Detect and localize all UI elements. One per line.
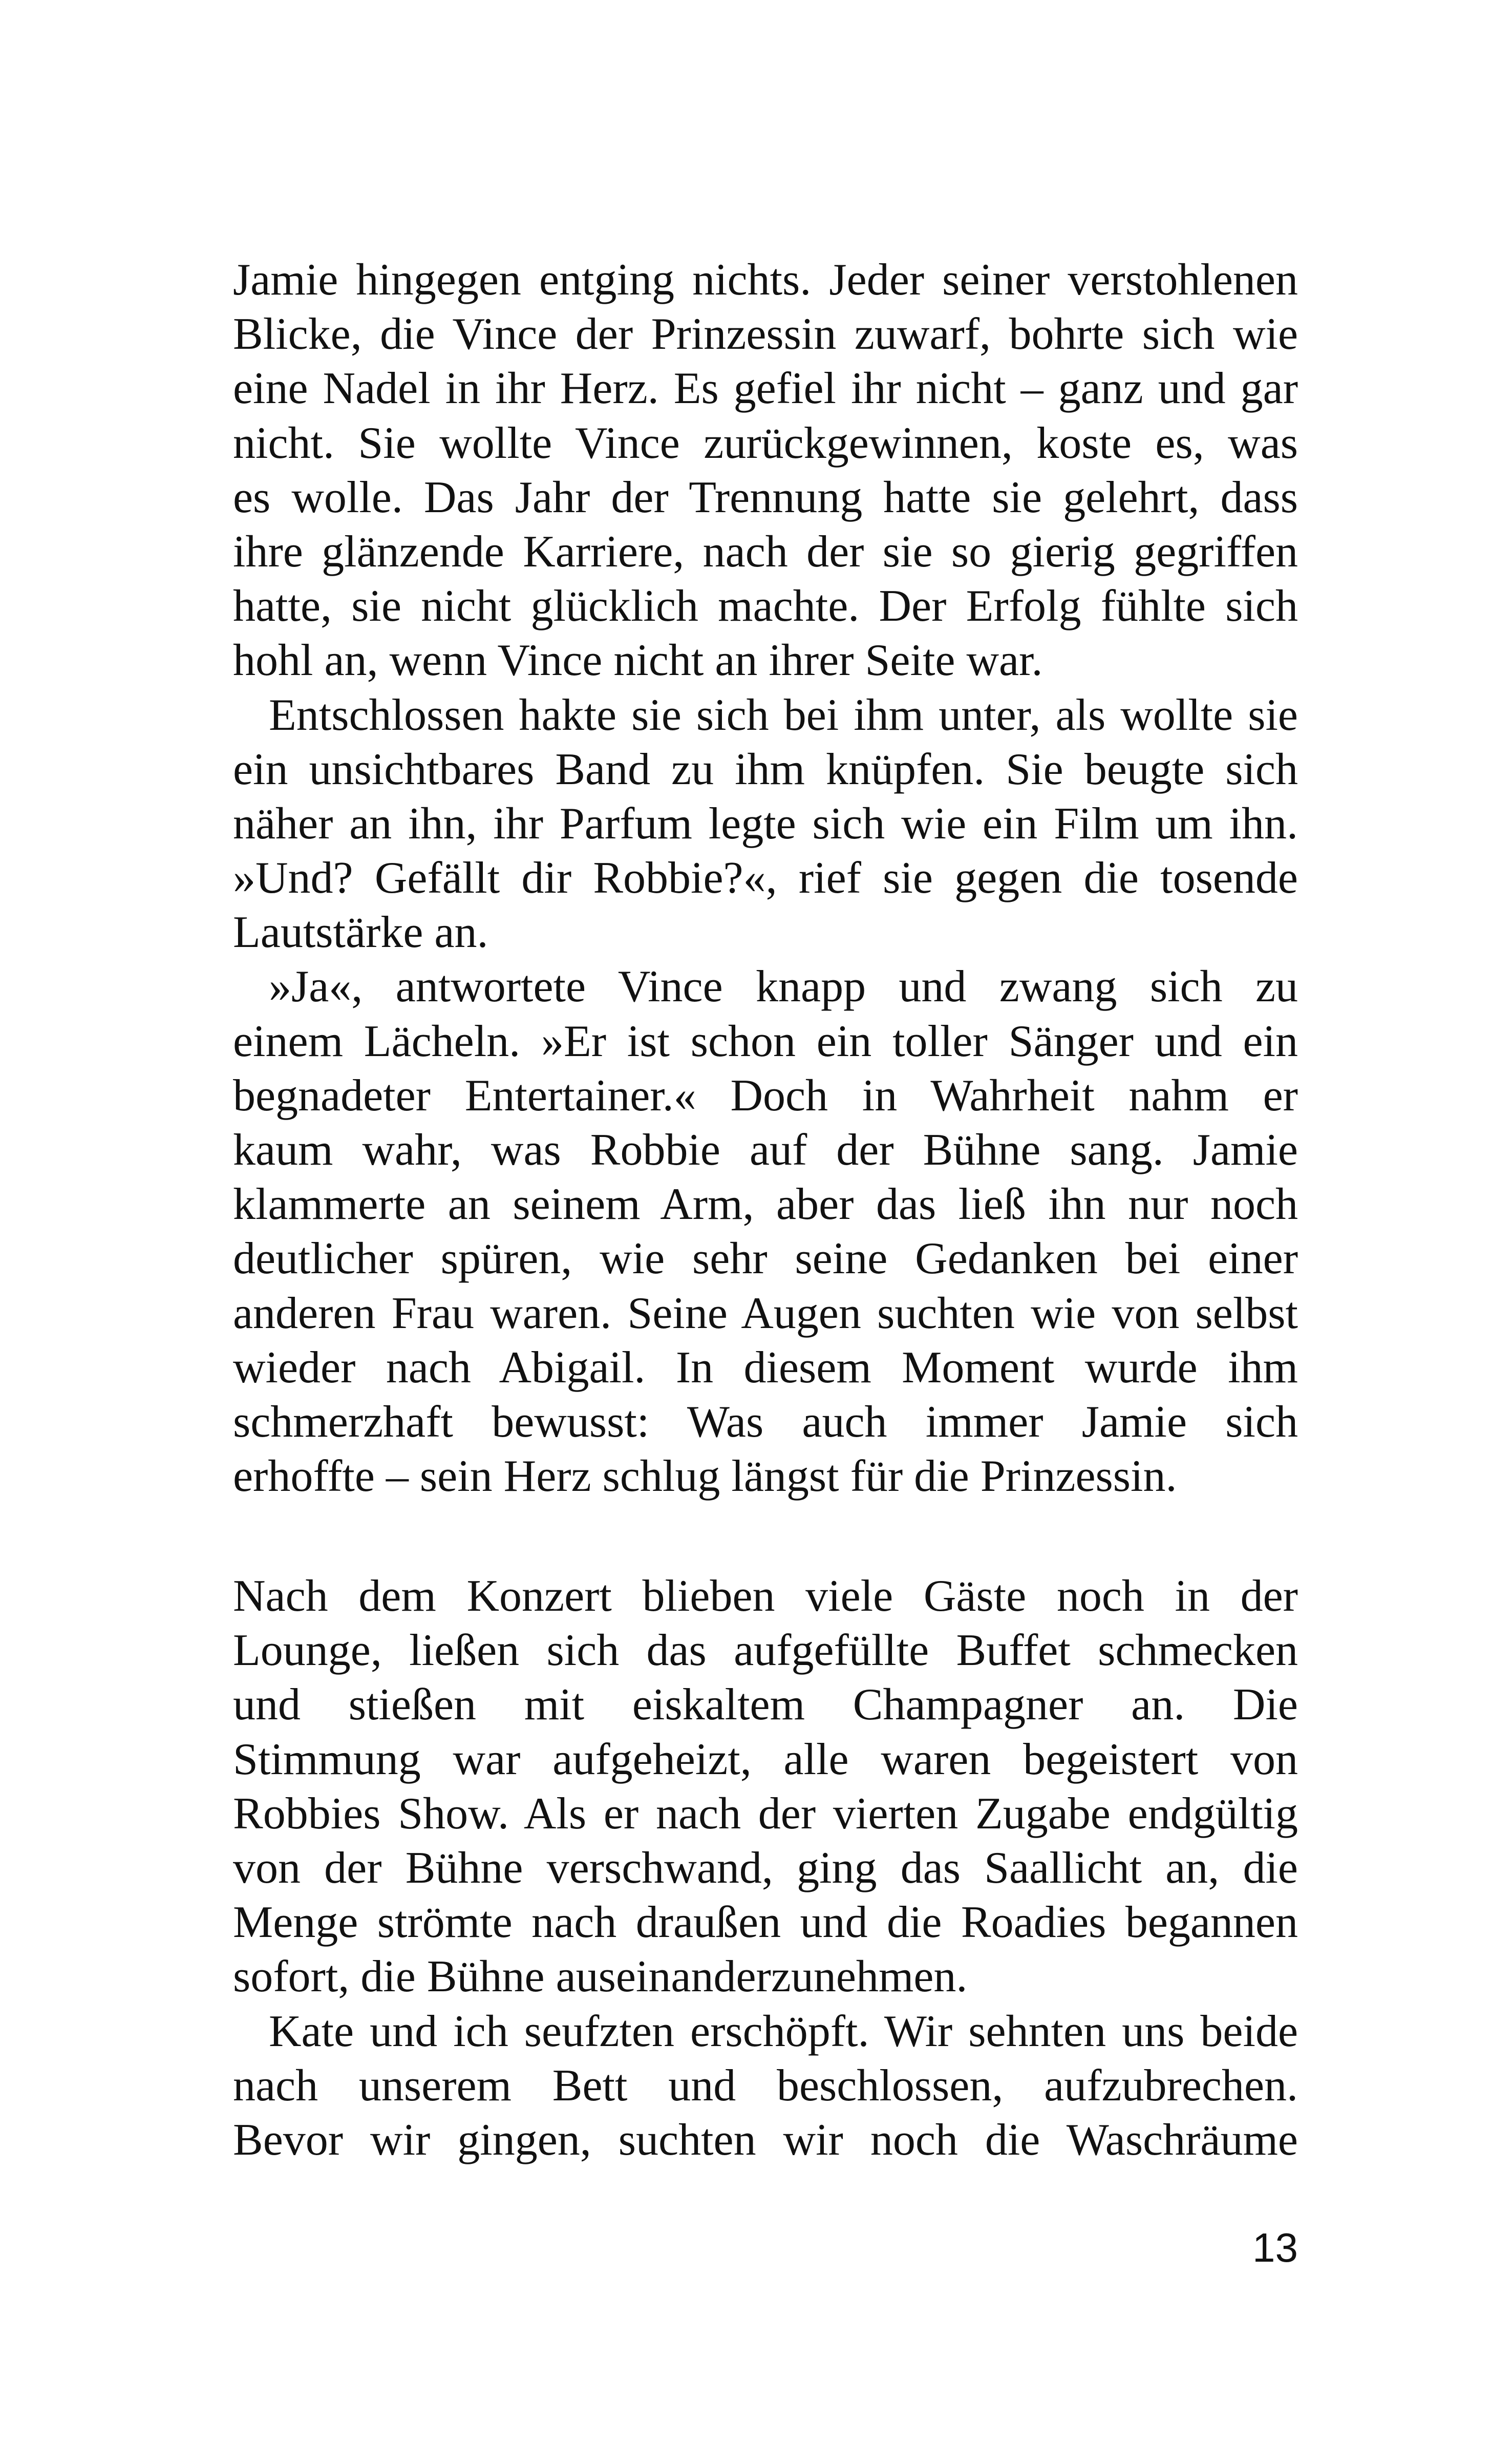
text-line: Robbies Show. Als er nach der vierten Zugabe endgültig [233,1788,1298,1839]
text-line: deutlicher spüren, wie sehr seine Gedanken bei einer [233,1234,1298,1284]
text-line: Menge strömte nach draußen und die Roadies begannen [233,1898,1298,1948]
text-line: Stimmung war aufgeheizt, alle waren begeistert von [233,1734,1298,1784]
text-line: Lautstärke an. [233,908,488,958]
text-line: erhoffte – sein Herz schlug längst für die Prinzessin. [233,1451,1177,1502]
text-line: von der Bühne verschwand, ging das Saallicht an, die [233,1843,1298,1893]
text-line: sofort, die Bühne auseinanderzunehmen. [233,1952,968,2002]
text-line: nach unserem Bett und beschlossen, aufzubrechen. [233,2060,1298,2111]
text-line: näher an ihn, ihr Parfum legte sich wie ein Film um ihn. [233,798,1298,849]
text-line: eine Nadel in ihr Herz. Es gefiel ihr nicht – ganz und gar [233,364,1298,414]
text-line: »Ja«, antwortete Vince knapp und zwang sich zu [269,962,1298,1012]
text-line: hohl an, wenn Vince nicht an ihrer Seite war. [233,636,1043,686]
text-section-2 [233,1569,1298,2167]
text-line: Lounge, ließen sich das aufgefüllte Buffet schmecken [233,1626,1298,1676]
text-line: Blicke, die Vince der Prinzessin zuwarf, bohrte sich wie [233,309,1298,360]
text-line: ein unsichtbares Band zu ihm knüpfen. Sie beugte sich [233,744,1298,794]
text-line: Entschlossen hakte sie sich bei ihm unter, als wollte sie [269,690,1298,740]
text-line: wieder nach Abigail. In diesem Moment wurde ihm [233,1342,1298,1393]
text-line: es wolle. Das Jahr der Trennung hatte sie gelehrt, dass [233,472,1298,522]
text-line: begnadeter Entertainer.« Doch in Wahrheit nahm er [233,1070,1298,1121]
text-line: schmerzhaft bewusst: Was auch immer Jamie sich [233,1397,1298,1447]
text-line: Nach dem Konzert blieben viele Gäste noch in der [233,1571,1298,1621]
text-line: anderen Frau waren. Seine Augen suchten wie von selbst [233,1288,1298,1338]
text-line: hatte, sie nicht glücklich machte. Der Erfolg fühlte sich [233,581,1298,631]
text-line: ihre glänzende Karriere, nach der sie so gierig gegriffen [233,526,1298,577]
text-line: einem Lächeln. »Er ist schon ein toller Sänger und ein [233,1016,1298,1066]
text-section-1 [233,253,1298,1504]
text-line: Jamie hingegen entging nichts. Jeder seiner verstohlenen [233,255,1298,305]
text-line: nicht. Sie wollte Vince zurückgewinnen, koste es, was [233,418,1298,468]
text-line: Kate und ich seufzten erschöpft. Wir sehnten uns beide [269,2006,1298,2056]
page-number: 13 [1252,2225,1298,2270]
text-line: und stießen mit eiskaltem Champagner an. Die [233,1680,1298,1730]
text-line: klammerte an seinem Arm, aber das ließ ihn nur noch [233,1179,1298,1230]
text-line: kaum wahr, was Robbie auf der Bühne sang. Jamie [233,1125,1298,1175]
text-line: »Und? Gefällt dir Robbie?«, rief sie gegen die tosende [233,853,1298,903]
text-line: Bevor wir gingen, suchten wir noch die Waschräume [233,2115,1298,2165]
